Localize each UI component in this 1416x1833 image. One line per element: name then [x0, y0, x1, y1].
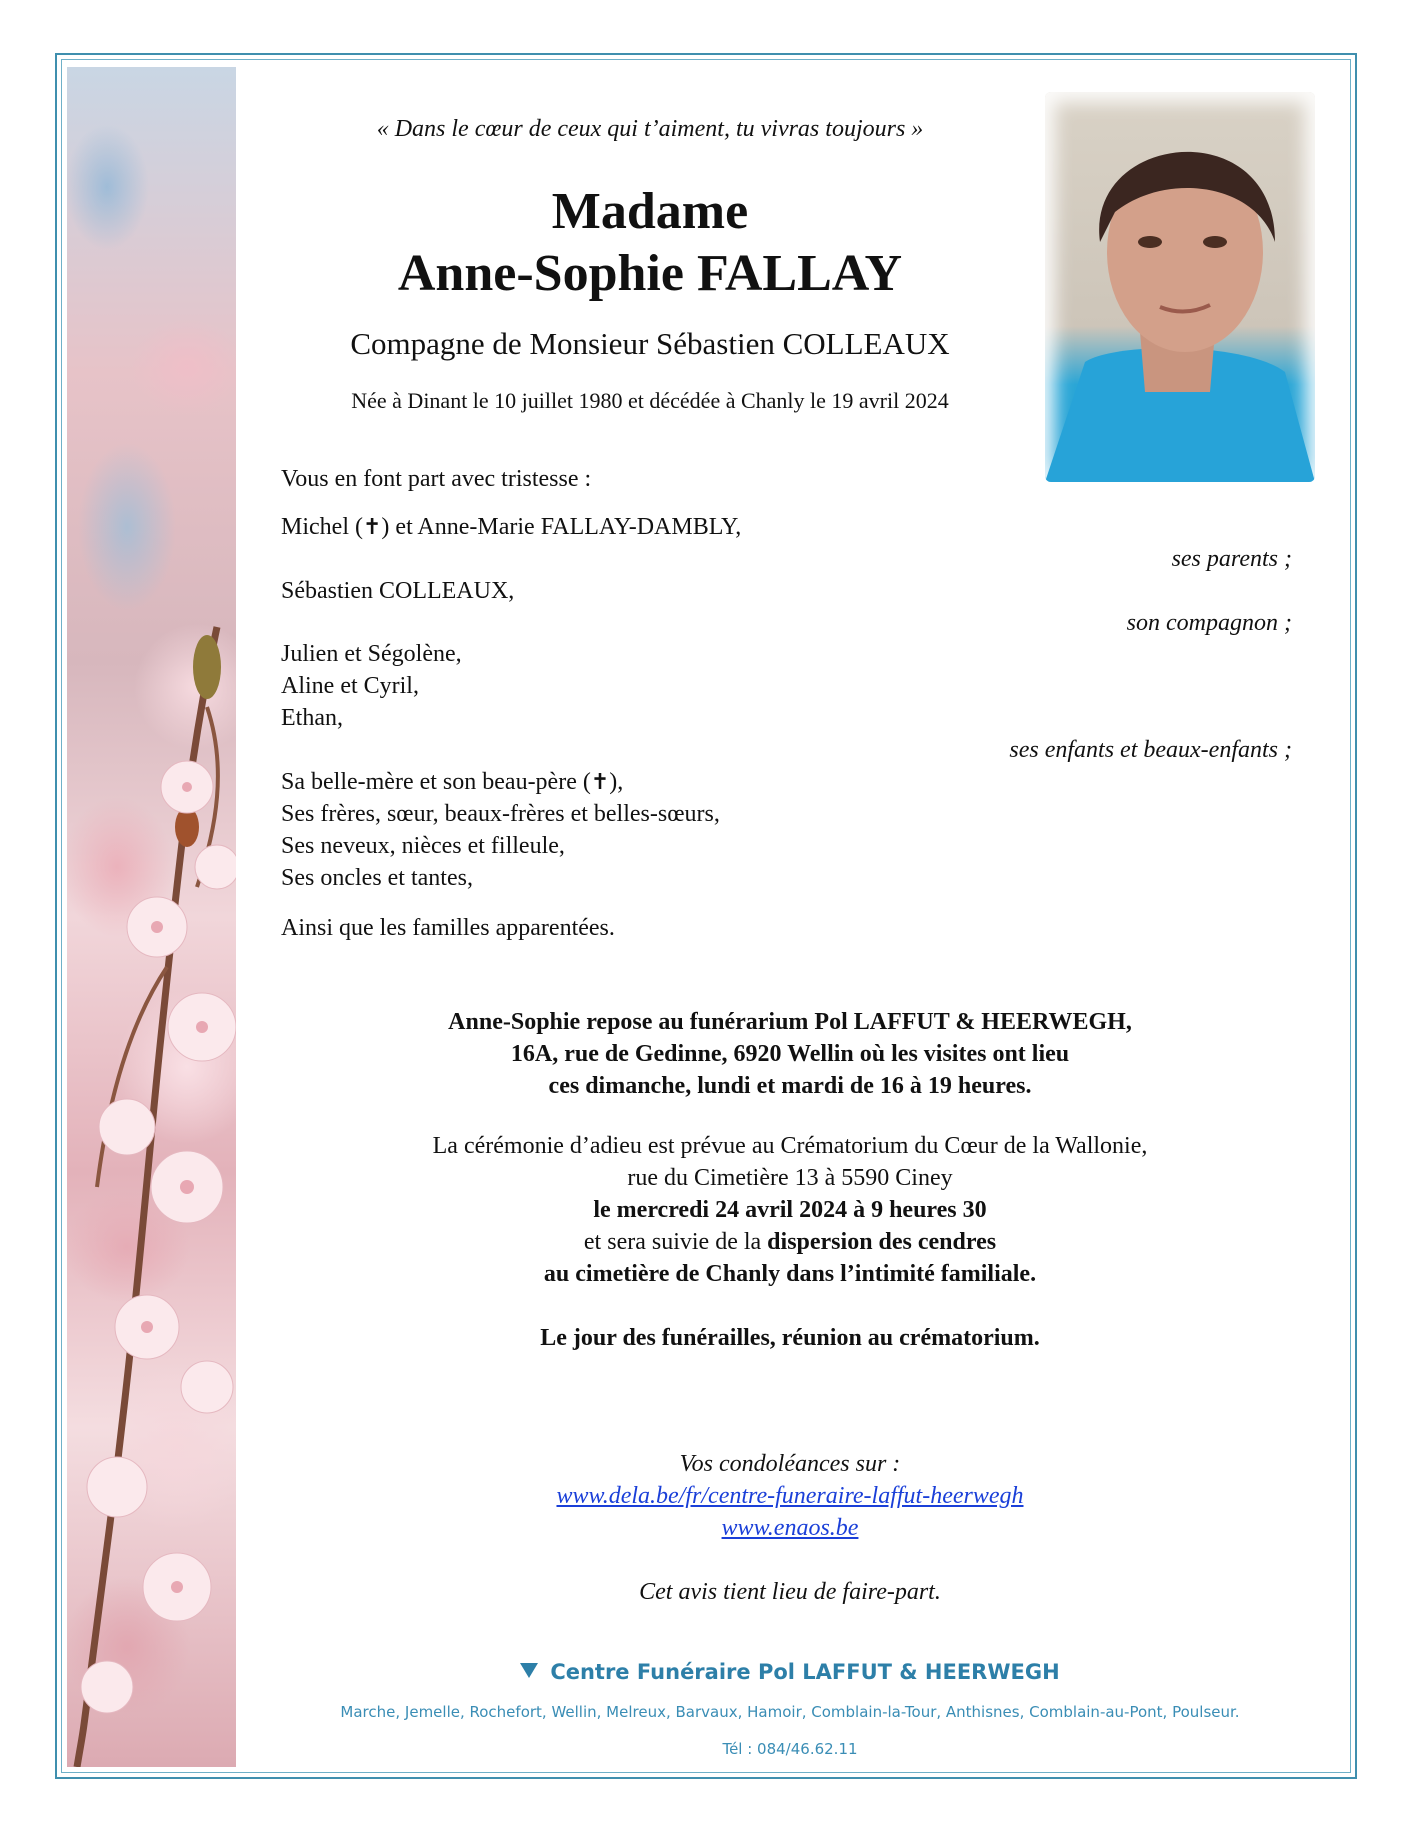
ceremony-line — [285, 1226, 1295, 1258]
birth-death-line: Née à Dinant le 10 juillet 1980 et décédée à Chanly le 19 avril 2024 — [351, 388, 949, 413]
ceremony-line: au cimetière de Chanly dans l’intimité familiale. — [543, 1261, 1037, 1287]
child-line: Ethan, — [281, 705, 343, 731]
inlaws-line — [281, 767, 623, 798]
epitaph-quote: « Dans le cœur de ceux qui t’aiment, tu vivras toujours » — [376, 116, 924, 142]
inlaws-text-a: Sa belle-mère et son beau-père ( — [281, 769, 591, 795]
enaos-link[interactable]: www.enaos.be — [721, 1515, 859, 1541]
closing-line: Ainsi que les familles apparentées. — [281, 915, 615, 941]
visitation-line: Anne-Sophie repose au funérarium Pol LAFFUT & HEERWEGH, — [448, 1009, 1132, 1035]
companion-line: Compagne de Monsieur Sébastien COLLEAUX — [350, 326, 950, 361]
honorific: Madame — [551, 183, 749, 240]
deceased-name: Anne-Sophie FALLAY — [397, 245, 903, 302]
intro-line: Vous en font part avec tristesse : — [281, 466, 592, 492]
notice-note: Cet avis tient lieu de faire-part. — [639, 1579, 941, 1605]
relatives-line: Ses oncles et tantes, — [281, 865, 473, 891]
dela-link[interactable]: www.dela.be/fr/centre-funeraire-laffut-heerwegh — [556, 1483, 1024, 1509]
parents-text-b: ) et Anne-Marie FALLAY-DAMBLY, — [381, 514, 742, 540]
parents-role: ses parents ; — [1171, 546, 1292, 572]
visitation-block — [285, 1006, 1295, 1102]
relatives-line: Ses frères, sœur, beaux-frères et belles-sœurs, — [281, 801, 720, 827]
parents-text-a: Michel ( — [281, 514, 363, 540]
child-line: Aline et Cyril, — [281, 673, 419, 699]
ceremony-block — [285, 1130, 1295, 1290]
visitation-line: 16A, rue de Gedinne, 6920 Wellin où les visites ont lieu — [510, 1041, 1070, 1067]
partner-line: Sébastien COLLEAUX, — [281, 578, 515, 604]
condolences-label: Vos condoléances sur : — [679, 1451, 901, 1477]
child-line: Julien et Ségolène, — [281, 641, 462, 667]
reunion-line: Le jour des funérailles, réunion au crématorium. — [540, 1325, 1040, 1351]
children-role: ses enfants et beaux-enfants ; — [1009, 737, 1292, 763]
funeral-home-phone: Tél : 084/46.62.11 — [722, 1740, 858, 1758]
partner-role: son compagnon ; — [1126, 610, 1292, 636]
cross-icon: ✝ — [362, 515, 382, 540]
funeral-home-title — [285, 1660, 1295, 1684]
ceremony-line: rue du Cimetière 13 à 5590 Ciney — [627, 1165, 953, 1191]
condolences-block — [285, 1448, 1295, 1544]
visitation-line: ces dimanche, lundi et mardi de 16 à 19 heures. — [548, 1073, 1032, 1099]
cross-icon: ✝ — [590, 770, 610, 795]
parents-line — [281, 512, 741, 543]
inlaws-text-b: ), — [609, 769, 624, 795]
ceremony-date: le mercredi 24 avril 2024 à 9 heures 30 — [593, 1197, 987, 1223]
portrait-photo — [1045, 92, 1315, 482]
ash-dispersal-text: dispersion des cendres — [767, 1229, 997, 1255]
relatives-line: Ses neveux, nièces et filleule, — [281, 833, 565, 859]
ceremony-line: La cérémonie d’adieu est prévue au Crématorium du Cœur de la Wallonie, — [432, 1133, 1148, 1159]
cherry-blossom-image — [67, 67, 236, 1767]
ceremony-text: et sera suivie de la — [583, 1229, 768, 1255]
funeral-home-name: Centre Funéraire Pol LAFFUT & HEERWEGH — [550, 1660, 1060, 1684]
funeral-home-towns: Marche, Jemelle, Rochefort, Wellin, Melreux, Barvaux, Hamoir, Comblain-la-Tour, Anthisnes, Comblain-au-Pont, Poulseur. — [340, 1703, 1240, 1721]
triangle-down-icon — [520, 1663, 538, 1678]
